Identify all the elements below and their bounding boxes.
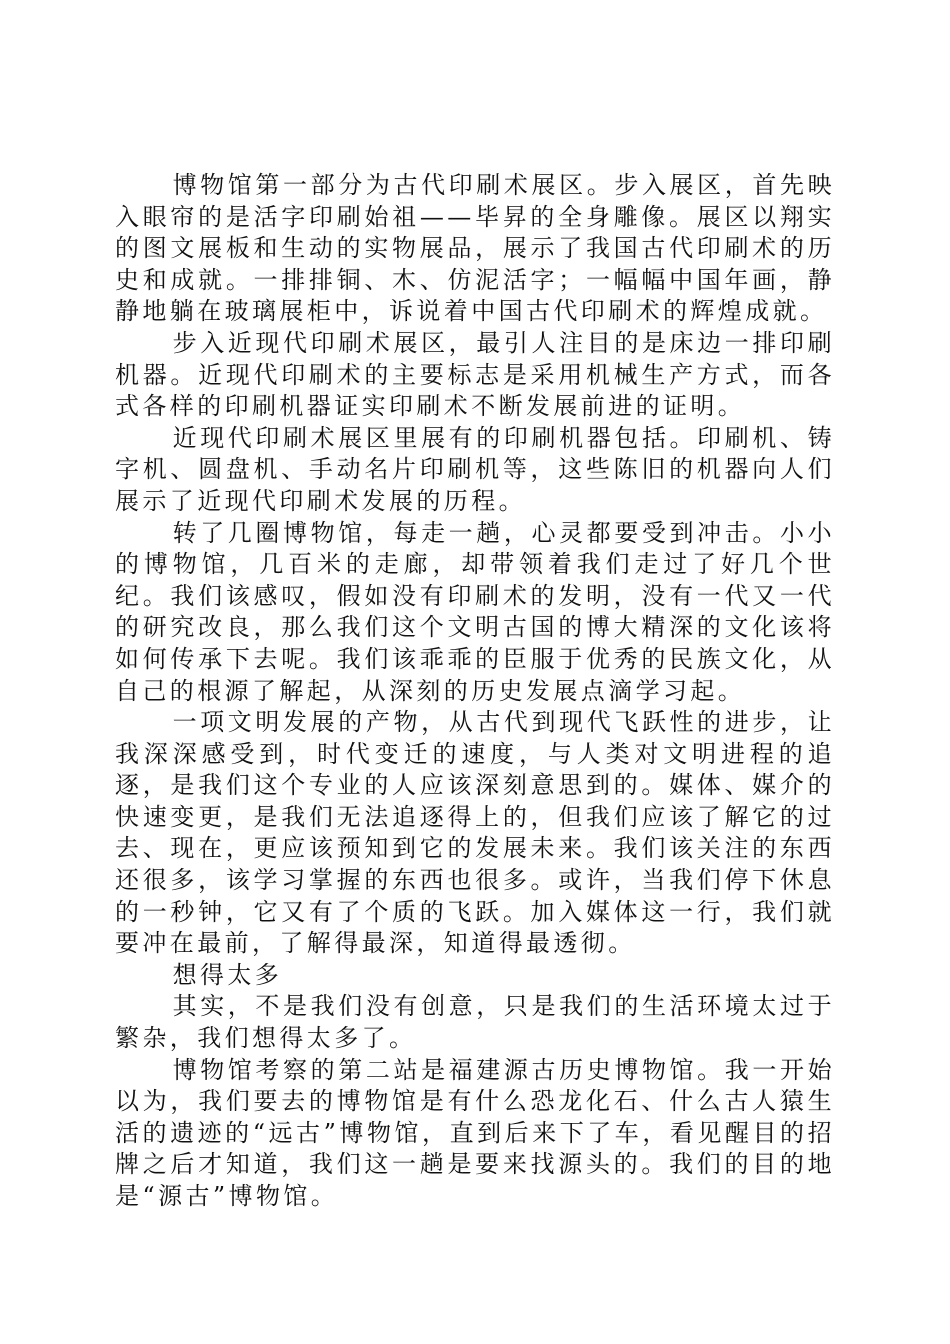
paragraph-ancient-printing: 博物馆第一部分为古代印刷术展区。步入展区，首先映入眼帘的是活字印刷始祖——毕昇的全身雕像。展区以翔实的图文展板和生动的实物展品，展示了我国古代印刷术的历史和成就。一排排铜、木、仿泥活字；一幅幅中国年画，静静地躺在玻璃展柜中，诉说着中国古代印刷术的辉煌成就。 [115, 171, 835, 326]
paragraph-printing-machines: 近现代印刷术展区里展有的印刷机器包括。印刷机、铸字机、圆盘机、手动名片印刷机等，这些陈旧的机器向人们展示了近现代印刷术发展的历程。 [115, 423, 835, 515]
paragraph-second-museum: 博物馆考察的第二站是福建源古历史博物馆。我一开始以为，我们要去的博物馆是有什么恐龙化石、什么古人猿生活的遗迹的“远古”博物馆，直到后来下了车，看见醒目的招牌之后才知道，我们这一趟是要来找源头的。我们的目的地是“源古”博物馆。 [115, 1055, 835, 1210]
paragraph-media-progress: 一项文明发展的产物，从古代到现代飞跃性的进步，让我深深感受到，时代变迁的速度，与人类对文明进程的追逐，是我们这个专业的人应该深刻意思到的。媒体、媒介的快速变更，是我们无法追逐得上的，但我们应该了解它的过去、现在，更应该预知到它的发展未来。我们该关注的东西还很多，该学习掌握的东西也很多。或许，当我们停下休息的一秒钟，它又有了个质的飞跃。加入媒体这一行，我们就要冲在最前，了解得最深，知道得最透彻。 [115, 708, 835, 958]
paragraph-creativity: 其实，不是我们没有创意，只是我们的生活环境太过于繁杂，我们想得太多了。 [115, 992, 835, 1053]
paragraph-modern-printing: 步入近现代印刷术展区，最引人注目的是床边一排印刷机器。近现代印刷术的主要标志是采用机械生产方式，而各式各样的印刷机器证实印刷术不断发展前进的证明。 [115, 328, 835, 421]
section-heading: 想得太多 [172, 960, 283, 989]
document-body [115, 170, 835, 1213]
paragraph-museum-reflection: 转了几圈博物馆，每走一趟，心灵都要受到冲击。小小的博物馆，几百米的走廊，却带领着我们走过了好几个世纪。我们该感叹，假如没有印刷术的发明，没有一代又一代的研究改良，那么我们这个文明古国的博大精深的文化该将如何传承下去呢。我们该乖乖的臣服于优秀的民族文化，从自己的根源了解起，从深刻的历史发展点滴学习起。 [115, 518, 835, 705]
